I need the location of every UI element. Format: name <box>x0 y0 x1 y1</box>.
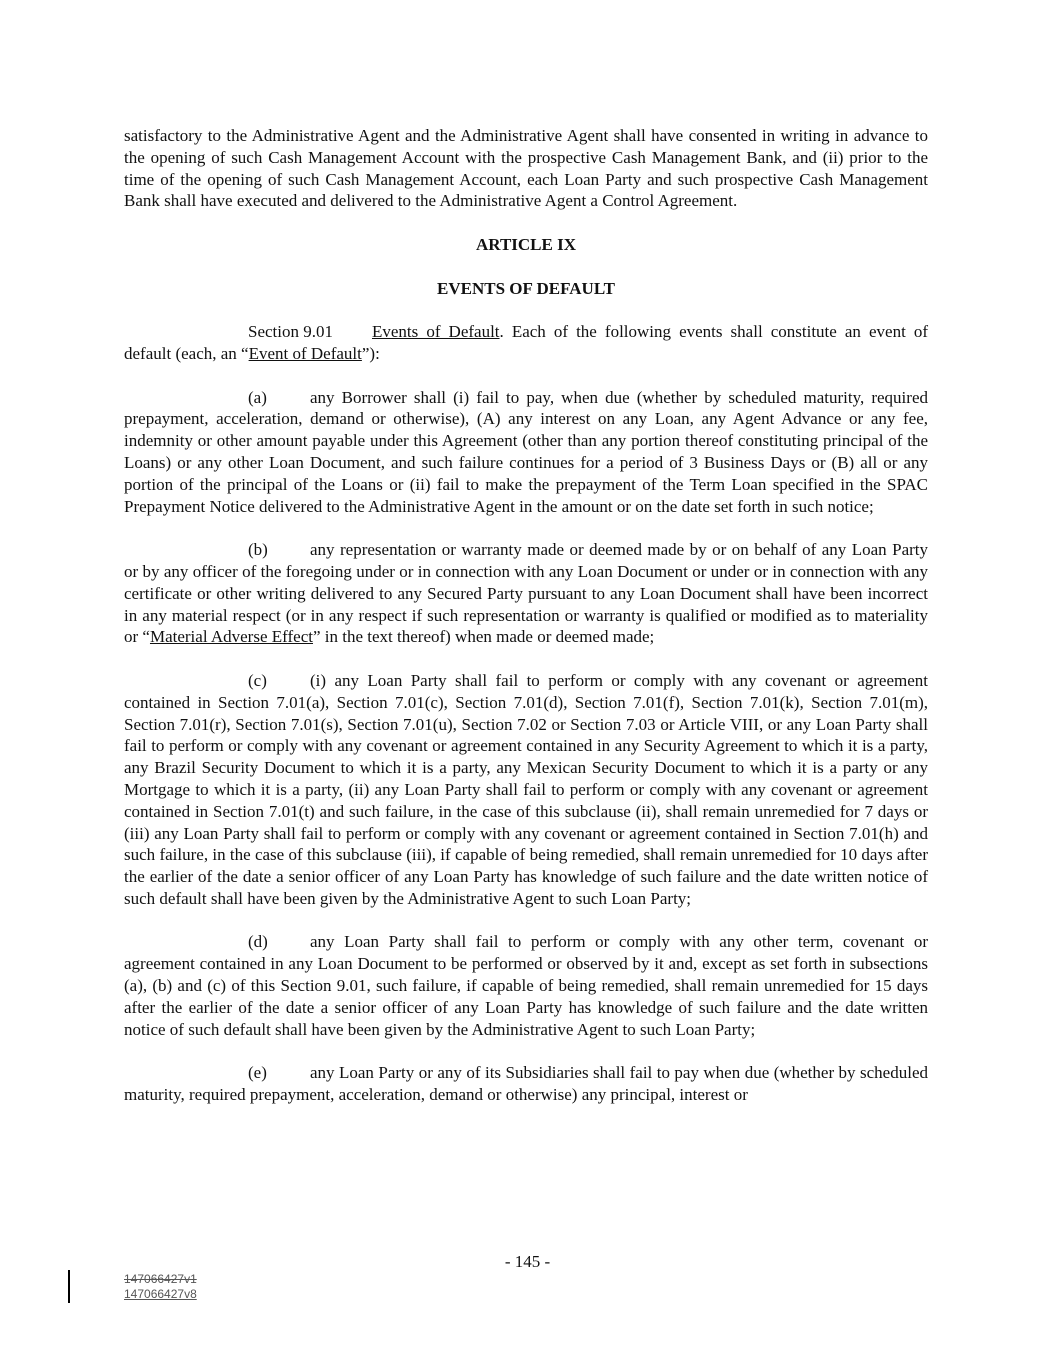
section-9-01-paragraph <box>124 321 928 365</box>
clause-a-label: (a) <box>248 387 267 407</box>
clause-c-label: (c) <box>248 670 267 690</box>
clause-e <box>124 1062 928 1106</box>
section-defined-term: Event of Default <box>248 343 362 363</box>
section-text-after: ”): <box>361 343 380 363</box>
clause-b-defined-term: Material Adverse Effect <box>149 627 313 647</box>
document-id-stamp <box>124 1272 197 1302</box>
intro-paragraph: satisfactory to the Administrative Agent and the Administrative Agent shall have consented in writing in advance to the opening of such Cash Management Account with the prospective Cash Management Bank, and (ii) prior to the time of the opening of such Cash Management Account, each Loan Party and such prospective Cash Management Bank shall have executed and delivered to the Administrative Agent a Control Agreement. <box>124 126 928 211</box>
clause-a-text: any Borrower shall (i) fail to pay, when due (whether by scheduled maturity, required prepayment, acceleration, demand or otherwise), (A) any interest on any Loan, any Agent Advance or any fee, indemnity or other amount payable under this Agreement (other than any portion thereof constituting principal of the Loans) or any other Loan Document, and such failure continues for a period of 3 Business Days or (B) all or any portion of the principal of the Loans or (ii) fail to make the prepayment of the Term Loan specified in the SPAC Prepayment Notice delivered to the Administrative Agent in the amount or on the date set forth in such notice; <box>124 387 928 516</box>
document-id-new: 147066427v8 <box>124 1287 197 1301</box>
page-body <box>124 125 928 1106</box>
clause-b-text-before: any representation or warranty made or deemed made by or on behalf of any Loan Party or by any officer of the foregoing under or in connection with any Loan Document or under or in connection with any certificate or other writing delivered to any Secured Party pursuant to any Loan Document shall have been incorrect in any material respect (or in any respect if such representation or warranty is qualified or modified as to materiality or “ <box>124 540 928 647</box>
article-title: EVENTS OF DEFAULT <box>437 278 615 298</box>
clause-b-text-after: ” in the text thereof) when made or deemed made; <box>312 627 655 647</box>
document-id-old: 147066427v1 <box>124 1272 197 1286</box>
clause-d-text: any Loan Party shall fail to perform or comply with any other term, covenant or agreement contained in any Loan Document to be performed or observed by it and, except as set forth in subsections (a), (b) and (c) of this Section 9.01, such failure, if capable of being remedied, shall remain unremedied for 15 days after the earlier of the date a senior officer of any Loan Party has knowledge of such failure and the date written notice of such default shall have been given by the Administrative Agent to such Loan Party; <box>124 932 928 1039</box>
clause-b <box>124 539 928 648</box>
clause-e-text: any Loan Party or any of its Subsidiaries shall fail to pay when due (whether by scheduled maturity, required prepayment, acceleration, demand or otherwise) any principal, interest or <box>124 1063 928 1105</box>
section-title: Events of Default <box>372 322 500 342</box>
change-bar <box>68 1270 70 1303</box>
page-number: - 145 - <box>504 1252 551 1271</box>
section-number: Section 9.01 <box>248 322 333 342</box>
clause-e-label: (e) <box>248 1063 267 1083</box>
clause-c-text: (i) any Loan Party shall fail to perform or comply with any covenant or agreement contained in Section 7.01(a), Section 7.01(c), Section 7.01(d), Section 7.01(f), Section 7.01(k), Section 7.01(m), Section 7.01(r), Section 7.01(s), Section 7.01(u), Section 7.02 or Section 7.03 or Article VIII, or any Loan Party shall fail to perform or comply with any covenant or agreement contained in any Security Agreement to which it is a party, any Brazil Security Document to which it is a party, any Mexican Security Document to which it is a party or any Mortgage to which it is a party, (ii) any Loan Party shall fail to perform or comply with any covenant or agreement contained in Section 7.01(t) and such failure, in the case of this subclause (ii), shall remain unremedied for 7 days or (iii) any Loan Party shall fail to perform or comply with any covenant or agreement contained in Section 7.01(h) and such failure, in the case of this subclause (iii), if capable of being remedied, shall remain unremedied for 10 days after the earlier of the date a senior officer of any Loan Party has knowledge of such failure and the date written notice of such default shall have been given by the Administrative Agent to such Loan Party; <box>124 670 928 908</box>
article-number: ARTICLE IX <box>475 234 576 254</box>
clause-c <box>124 670 928 910</box>
section-text-before: . Each of the following events shall constitute an event of default (each, an “ <box>124 322 929 363</box>
clause-a <box>124 387 928 518</box>
clause-d <box>124 931 928 1040</box>
clause-d-label: (d) <box>248 932 268 952</box>
clause-b-label: (b) <box>248 540 268 560</box>
